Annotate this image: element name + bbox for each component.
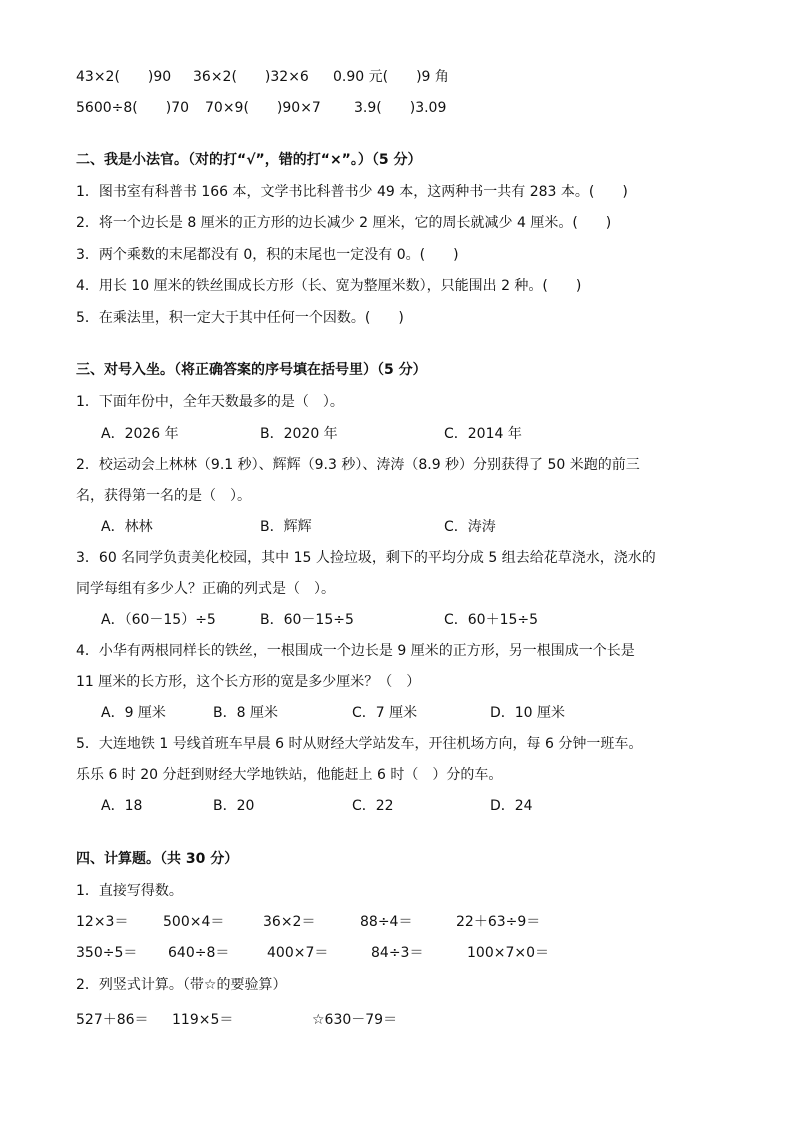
calc-item: 88÷4＝ [360,914,413,930]
option: A．林林 [101,519,153,535]
option: B．20 [213,798,255,814]
question-item: 1．图书室有科普书 166 本，文学书比科普书少 49 本，这两种书一共有 283 本。( ) [76,184,628,200]
calc-item: 350÷5＝ [76,945,138,961]
option: A．（60－15）÷5 [101,612,216,628]
question-stem: 1．下面年份中，全年天数最多的是（ ）。 [76,394,344,410]
section-title: 二、我是小法官。（对的打“√”，错的打“×”。）（5 分） [76,152,422,168]
calc-item: 640÷8＝ [168,945,230,961]
question-stem: 名，获得第一名的是（ ）。 [76,488,251,504]
calc-item: 400×7＝ [267,945,329,961]
calc-item: 12×3＝ [76,914,129,930]
question-item: 3．两个乘数的末尾都没有 0，积的末尾也一定没有 0。( ) [76,247,459,263]
question-stem: 乐乐 6 时 20 分赶到财经大学地铁站，他能赶上 6 时（ ）分的车。 [76,767,503,783]
option: D．10 厘米 [490,705,566,721]
compare-item: 0.90 元( )9 角 [333,69,449,85]
option: C．22 [352,798,394,814]
calc-item: 527＋86＝ [76,1012,149,1028]
sub-title: 1．直接写得数。 [76,883,183,899]
compare-item: 5600÷8( )70 [76,100,190,116]
option: C．60＋15÷5 [444,612,539,628]
question-item: 2．将一个边长是 8 厘米的正方形的边长减少 2 厘米，它的周长就减少 4 厘米。( ) [76,215,612,231]
option: B．2020 年 [260,426,338,442]
compare-item: 70×9( )90×7 [205,100,321,116]
sub-title: 2．列竖式计算。（带☆的要验算） [76,977,287,993]
question-stem: 3．60 名同学负责美化校园，其中 15 人捡垃圾，剩下的平均分成 5 组去给花草浇水，浇水的 [76,550,656,566]
compare-item: 3.9( )3.09 [354,100,447,116]
option: D．24 [490,798,533,814]
question-stem: 4．小华有两根同样长的铁丝，一根围成一个边长是 9 厘米的正方形，另一根围成一个长是 [76,643,635,659]
calc-item: 500×4＝ [163,914,225,930]
calc-item: 36×2＝ [263,914,316,930]
question-stem: 11 厘米的长方形，这个长方形的宽是多少厘米？（ ） [76,674,421,690]
option: A．18 [101,798,143,814]
compare-item: 43×2( )90 [76,69,172,85]
calc-item: 100×7×0＝ [467,945,549,961]
option: B．8 厘米 [213,705,278,721]
question-stem: 同学每组有多少人？正确的列式是（ ）。 [76,581,335,597]
question-item: 5．在乘法里，积一定大于其中任何一个因数。( ) [76,310,404,326]
calc-item: 22＋63÷9＝ [456,914,541,930]
calc-item: ☆630－79＝ [312,1012,398,1028]
calc-item: 84÷3＝ [371,945,424,961]
option: A．9 厘米 [101,705,166,721]
compare-item: 36×2( )32×6 [193,69,309,85]
option: C．2014 年 [444,426,522,442]
question-item: 4．用长 10 厘米的铁丝围成长方形（长、宽为整厘米数），只能围出 2 种。( ) [76,278,582,294]
calc-item: 119×5＝ [172,1012,234,1028]
option: B．辉辉 [260,519,312,535]
section-title: 四、计算题。（共 30 分） [76,851,239,867]
question-stem: 2．校运动会上林林（9.1 秒）、辉辉（9.3 秒）、涛涛（8.9 秒）分别获得了 50 米跑的前三 [76,457,640,473]
section-title: 三、对号入坐。（将正确答案的序号填在括号里）（5 分） [76,362,427,378]
question-stem: 5．大连地铁 1 号线首班车早晨 6 时从财经大学站发车，开往机场方向，每 6 分钟一班车。 [76,736,643,752]
option: A．2026 年 [101,426,179,442]
option: C．涛涛 [444,519,496,535]
option: C．7 厘米 [352,705,418,721]
option: B．60－15÷5 [260,612,354,628]
